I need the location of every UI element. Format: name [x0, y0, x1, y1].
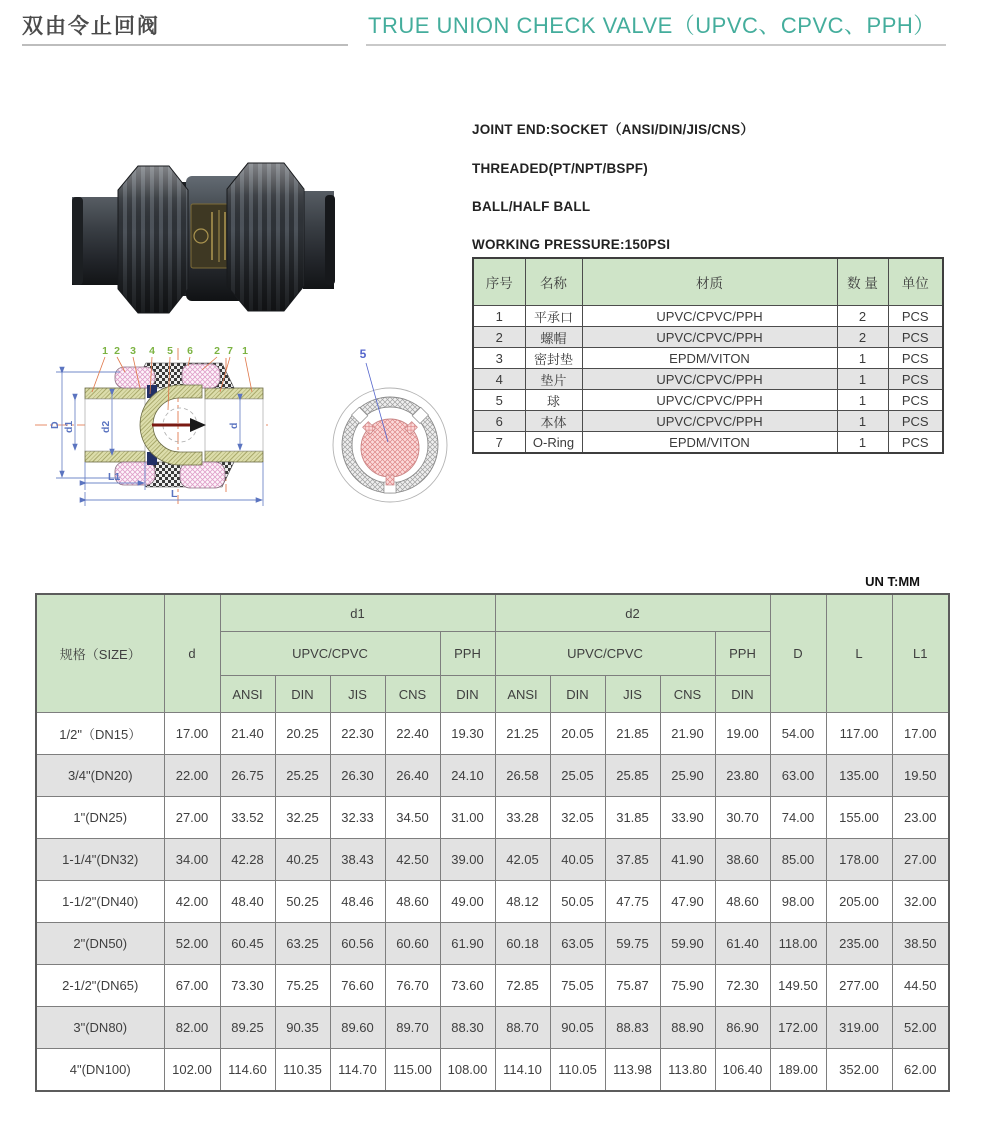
table-cell: 98.00 — [770, 881, 826, 923]
table-cell: 25.05 — [550, 755, 605, 797]
table-cell: 32.00 — [892, 881, 949, 923]
table-cell: 115.00 — [385, 1049, 440, 1092]
table-cell: 48.12 — [495, 881, 550, 923]
table-cell: 32.33 — [330, 797, 385, 839]
table-cell: 72.85 — [495, 965, 550, 1007]
callout-number: 3 — [130, 345, 136, 357]
table-cell: 34.50 — [385, 797, 440, 839]
table-cell: 20.05 — [550, 713, 605, 755]
standard-header-cell: JIS — [605, 676, 660, 713]
parts-table — [472, 257, 944, 454]
d1-group-header: d1 — [220, 594, 495, 632]
table-cell: 30.70 — [715, 797, 770, 839]
standard-header-cell: DIN — [550, 676, 605, 713]
table-cell: 110.05 — [550, 1049, 605, 1092]
valve-union-nut-right — [227, 163, 304, 311]
table-cell: 60.60 — [385, 923, 440, 965]
table-cell: 31.00 — [440, 797, 495, 839]
table-cell: 76.60 — [330, 965, 385, 1007]
spec-working-pressure: WORKING PRESSURE:150PSI — [472, 237, 671, 252]
table-cell: 25.90 — [660, 755, 715, 797]
table-cell: 88.70 — [495, 1007, 550, 1049]
table-cell: 2"(DN50) — [36, 923, 164, 965]
table-cell: 50.25 — [275, 881, 330, 923]
table-cell: 60.18 — [495, 923, 550, 965]
table-cell: 178.00 — [826, 839, 892, 881]
table-cell: 76.70 — [385, 965, 440, 1007]
table-cell: 38.43 — [330, 839, 385, 881]
table-cell: 135.00 — [826, 755, 892, 797]
callout-numbers — [102, 345, 248, 357]
dim-d1: d1 — [63, 420, 75, 433]
title-underline-right — [366, 44, 946, 46]
table-cell: 63.25 — [275, 923, 330, 965]
table-cell: 61.90 — [440, 923, 495, 965]
spec-joint-end: JOINT END:SOCKET（ANSI/DIN/JIS/CNS） — [472, 122, 755, 137]
d2-group-header: d2 — [495, 594, 770, 632]
size-column-header: 规格（SIZE） — [36, 594, 164, 713]
table-cell: PCS — [888, 411, 943, 432]
table-cell: 54.00 — [770, 713, 826, 755]
callout-number: 4 — [149, 345, 155, 357]
table-cell: 40.05 — [550, 839, 605, 881]
table-cell: 2 — [837, 306, 888, 327]
table-cell: UPVC/CPVC/PPH — [582, 306, 837, 327]
table-cell: 61.40 — [715, 923, 770, 965]
table-cell: 75.90 — [660, 965, 715, 1007]
table-cell: 21.25 — [495, 713, 550, 755]
callout-number: 6 — [187, 345, 193, 357]
table-cell: 59.90 — [660, 923, 715, 965]
parts-header-cell: 单位 — [888, 258, 943, 306]
table-cell: 21.90 — [660, 713, 715, 755]
table-cell: 205.00 — [826, 881, 892, 923]
standard-header-cell: DIN — [715, 676, 770, 713]
table-cell: 1 — [837, 432, 888, 454]
table-cell: 2-1/2"(DN65) — [36, 965, 164, 1007]
parts-table-body — [473, 306, 943, 454]
d-column-header: d — [164, 594, 220, 713]
table-cell: 75.87 — [605, 965, 660, 1007]
table-row — [36, 1007, 949, 1049]
dimension-table — [35, 593, 950, 1092]
table-cell: 3/4"(DN20) — [36, 755, 164, 797]
table-cell: PCS — [888, 348, 943, 369]
table-cell: UPVC/CPVC/PPH — [582, 411, 837, 432]
dim-table-body — [36, 713, 949, 1092]
table-cell: 86.90 — [715, 1007, 770, 1049]
table-cell: 106.40 — [715, 1049, 770, 1092]
table-cell: 110.35 — [275, 1049, 330, 1092]
table-cell: 本体 — [525, 411, 582, 432]
table-cell: 20.25 — [275, 713, 330, 755]
table-row — [36, 965, 949, 1007]
table-cell: O-Ring — [525, 432, 582, 454]
table-cell: 22.30 — [330, 713, 385, 755]
table-cell: 114.60 — [220, 1049, 275, 1092]
table-row — [473, 369, 943, 390]
table-cell: 39.00 — [440, 839, 495, 881]
table-cell: 90.05 — [550, 1007, 605, 1049]
table-cell: 33.90 — [660, 797, 715, 839]
table-cell: 89.25 — [220, 1007, 275, 1049]
spec-list — [472, 118, 754, 275]
dim-D: D — [49, 421, 61, 429]
upvc-cpvc-header: UPVC/CPVC — [495, 632, 715, 676]
table-cell: UPVC/CPVC/PPH — [582, 327, 837, 348]
table-cell: 26.30 — [330, 755, 385, 797]
technical-drawing — [30, 342, 470, 537]
table-cell: EPDM/VITON — [582, 348, 837, 369]
table-cell: 38.60 — [715, 839, 770, 881]
table-cell: 2 — [473, 327, 525, 348]
table-row — [36, 881, 949, 923]
table-row — [36, 839, 949, 881]
table-cell: 17.00 — [164, 713, 220, 755]
table-cell: 63.00 — [770, 755, 826, 797]
table-cell: 1 — [837, 348, 888, 369]
product-photo — [60, 100, 445, 340]
D-column-header: D — [770, 594, 826, 713]
table-cell: 1 — [473, 306, 525, 327]
table-cell: UPVC/CPVC/PPH — [582, 390, 837, 411]
table-cell: 118.00 — [770, 923, 826, 965]
table-cell: 4"(DN100) — [36, 1049, 164, 1092]
table-cell: 6 — [473, 411, 525, 432]
table-row — [473, 432, 943, 454]
table-cell: 33.28 — [495, 797, 550, 839]
table-cell: 21.85 — [605, 713, 660, 755]
pph-header: PPH — [440, 632, 495, 676]
table-cell: 球 — [525, 390, 582, 411]
parts-header-cell: 名称 — [525, 258, 582, 306]
parts-header-cell: 材质 — [582, 258, 837, 306]
table-cell: 73.60 — [440, 965, 495, 1007]
spec-ball: BALL/HALF BALL — [472, 199, 591, 214]
table-cell: PCS — [888, 369, 943, 390]
table-cell: 277.00 — [826, 965, 892, 1007]
table-cell: 82.00 — [164, 1007, 220, 1049]
dim-d2: d2 — [100, 420, 112, 433]
standard-header-cell: CNS — [385, 676, 440, 713]
table-cell: 32.05 — [550, 797, 605, 839]
table-cell: 42.05 — [495, 839, 550, 881]
table-cell: 26.58 — [495, 755, 550, 797]
callout-number: 1 — [102, 345, 108, 357]
table-cell: EPDM/VITON — [582, 432, 837, 454]
table-cell: 26.75 — [220, 755, 275, 797]
L1-column-header: L1 — [892, 594, 949, 713]
standard-header-cell: ANSI — [220, 676, 275, 713]
L-column-header: L — [826, 594, 892, 713]
table-cell: 41.90 — [660, 839, 715, 881]
table-cell: 60.56 — [330, 923, 385, 965]
spec-threaded: THREADED(PT/NPT/BSPF) — [472, 161, 648, 176]
table-row — [473, 390, 943, 411]
table-row — [473, 327, 943, 348]
table-cell: 平承口 — [525, 306, 582, 327]
table-cell: 90.35 — [275, 1007, 330, 1049]
table-cell: PCS — [888, 432, 943, 454]
table-cell: 17.00 — [892, 713, 949, 755]
table-cell: 3"(DN80) — [36, 1007, 164, 1049]
table-cell: 3 — [473, 348, 525, 369]
table-cell: 172.00 — [770, 1007, 826, 1049]
parts-header-cell: 数 量 — [837, 258, 888, 306]
table-cell: 117.00 — [826, 713, 892, 755]
table-cell: 22.00 — [164, 755, 220, 797]
table-cell: 48.46 — [330, 881, 385, 923]
table-cell: 235.00 — [826, 923, 892, 965]
table-cell: 19.50 — [892, 755, 949, 797]
table-cell: 垫片 — [525, 369, 582, 390]
table-cell: 42.00 — [164, 881, 220, 923]
table-cell: 88.30 — [440, 1007, 495, 1049]
upvc-cpvc-header: UPVC/CPVC — [220, 632, 440, 676]
callout-number: 5 — [167, 345, 173, 357]
standard-header-cell: DIN — [440, 676, 495, 713]
table-cell: 114.10 — [495, 1049, 550, 1092]
table-cell: 25.25 — [275, 755, 330, 797]
table-cell: 63.05 — [550, 923, 605, 965]
table-cell: 38.50 — [892, 923, 949, 965]
table-cell: 42.50 — [385, 839, 440, 881]
table-cell: 23.80 — [715, 755, 770, 797]
dim-L1: L1 — [108, 471, 121, 483]
table-cell: 19.30 — [440, 713, 495, 755]
callout-number: 7 — [227, 345, 233, 357]
table-cell: 47.90 — [660, 881, 715, 923]
page-title-chinese: 双由令止回阀 — [22, 15, 160, 38]
table-cell: 19.00 — [715, 713, 770, 755]
table-cell: 72.30 — [715, 965, 770, 1007]
table-cell: 50.05 — [550, 881, 605, 923]
table-cell: 34.00 — [164, 839, 220, 881]
table-cell: 22.40 — [385, 713, 440, 755]
table-cell: 21.40 — [220, 713, 275, 755]
table-cell: 40.25 — [275, 839, 330, 881]
table-cell: 113.80 — [660, 1049, 715, 1092]
table-cell: 32.25 — [275, 797, 330, 839]
table-cell: 1 — [837, 390, 888, 411]
table-cell: 48.60 — [385, 881, 440, 923]
table-cell: 31.85 — [605, 797, 660, 839]
parts-table-header-row — [473, 258, 943, 306]
table-cell: 89.70 — [385, 1007, 440, 1049]
table-cell: UPVC/CPVC/PPH — [582, 369, 837, 390]
table-cell: 113.98 — [605, 1049, 660, 1092]
table-cell: 149.50 — [770, 965, 826, 1007]
table-cell: 67.00 — [164, 965, 220, 1007]
standard-header-cell: ANSI — [495, 676, 550, 713]
table-cell: 75.05 — [550, 965, 605, 1007]
table-cell: 75.25 — [275, 965, 330, 1007]
callout-number: 2 — [214, 345, 220, 357]
table-cell: 44.50 — [892, 965, 949, 1007]
table-cell: 1-1/4"(DN32) — [36, 839, 164, 881]
table-cell: 37.85 — [605, 839, 660, 881]
table-cell: 7 — [473, 432, 525, 454]
table-cell: 352.00 — [826, 1049, 892, 1092]
table-cell: 62.00 — [892, 1049, 949, 1092]
table-cell: 1/2"（DN15） — [36, 713, 164, 755]
table-cell: 48.40 — [220, 881, 275, 923]
dim-d: d — [228, 422, 240, 429]
title-underline-left — [22, 44, 348, 46]
page-title-english: TRUE UNION CHECK VALVE（UPVC、CPVC、PPH） — [368, 13, 936, 38]
pph-header: PPH — [715, 632, 770, 676]
table-row — [36, 1049, 949, 1092]
table-cell: PCS — [888, 306, 943, 327]
table-cell: 155.00 — [826, 797, 892, 839]
table-cell: 26.40 — [385, 755, 440, 797]
table-row — [473, 411, 943, 432]
standard-header-cell: JIS — [330, 676, 385, 713]
table-cell: 319.00 — [826, 1007, 892, 1049]
table-cell: 49.00 — [440, 881, 495, 923]
table-cell: 4 — [473, 369, 525, 390]
table-cell: 24.10 — [440, 755, 495, 797]
table-cell: PCS — [888, 327, 943, 348]
table-cell: 螺帽 — [525, 327, 582, 348]
table-cell: 5 — [473, 390, 525, 411]
table-cell: 47.75 — [605, 881, 660, 923]
table-cell: 25.85 — [605, 755, 660, 797]
unit-note: UN T:MM — [865, 574, 920, 589]
valve-union-nut-left — [118, 166, 188, 313]
table-cell: 2 — [837, 327, 888, 348]
table-cell: 88.83 — [605, 1007, 660, 1049]
standard-header-cell: CNS — [660, 676, 715, 713]
table-cell: 108.00 — [440, 1049, 495, 1092]
table-cell: 1-1/2"(DN40) — [36, 881, 164, 923]
table-cell: 33.52 — [220, 797, 275, 839]
table-row — [473, 348, 943, 369]
table-cell: 114.70 — [330, 1049, 385, 1092]
table-cell: 52.00 — [892, 1007, 949, 1049]
table-cell: 60.45 — [220, 923, 275, 965]
parts-header-cell: 序号 — [473, 258, 525, 306]
table-cell: 189.00 — [770, 1049, 826, 1092]
dim-L: L — [171, 488, 178, 500]
table-cell: 89.60 — [330, 1007, 385, 1049]
table-cell: 52.00 — [164, 923, 220, 965]
table-cell: 42.28 — [220, 839, 275, 881]
table-cell: 73.30 — [220, 965, 275, 1007]
standard-header-cell: DIN — [275, 676, 330, 713]
table-cell: PCS — [888, 390, 943, 411]
table-cell: 1 — [837, 369, 888, 390]
table-cell: 88.90 — [660, 1007, 715, 1049]
table-cell: 48.60 — [715, 881, 770, 923]
section-view-label: 5 — [359, 347, 367, 361]
table-cell: 27.00 — [892, 839, 949, 881]
table-row — [473, 306, 943, 327]
table-cell: 74.00 — [770, 797, 826, 839]
section-view — [333, 347, 447, 502]
table-row — [36, 755, 949, 797]
table-cell: 59.75 — [605, 923, 660, 965]
table-cell: 102.00 — [164, 1049, 220, 1092]
callout-number: 2 — [114, 345, 120, 357]
table-cell: 1 — [837, 411, 888, 432]
table-cell: 1"(DN25) — [36, 797, 164, 839]
callout-number: 1 — [242, 345, 248, 357]
table-cell: 85.00 — [770, 839, 826, 881]
table-cell: 27.00 — [164, 797, 220, 839]
table-cell: 23.00 — [892, 797, 949, 839]
dim-header-row-1 — [36, 594, 949, 632]
table-row — [36, 797, 949, 839]
table-row — [36, 923, 949, 965]
table-row — [36, 713, 949, 755]
table-cell: 密封垫 — [525, 348, 582, 369]
